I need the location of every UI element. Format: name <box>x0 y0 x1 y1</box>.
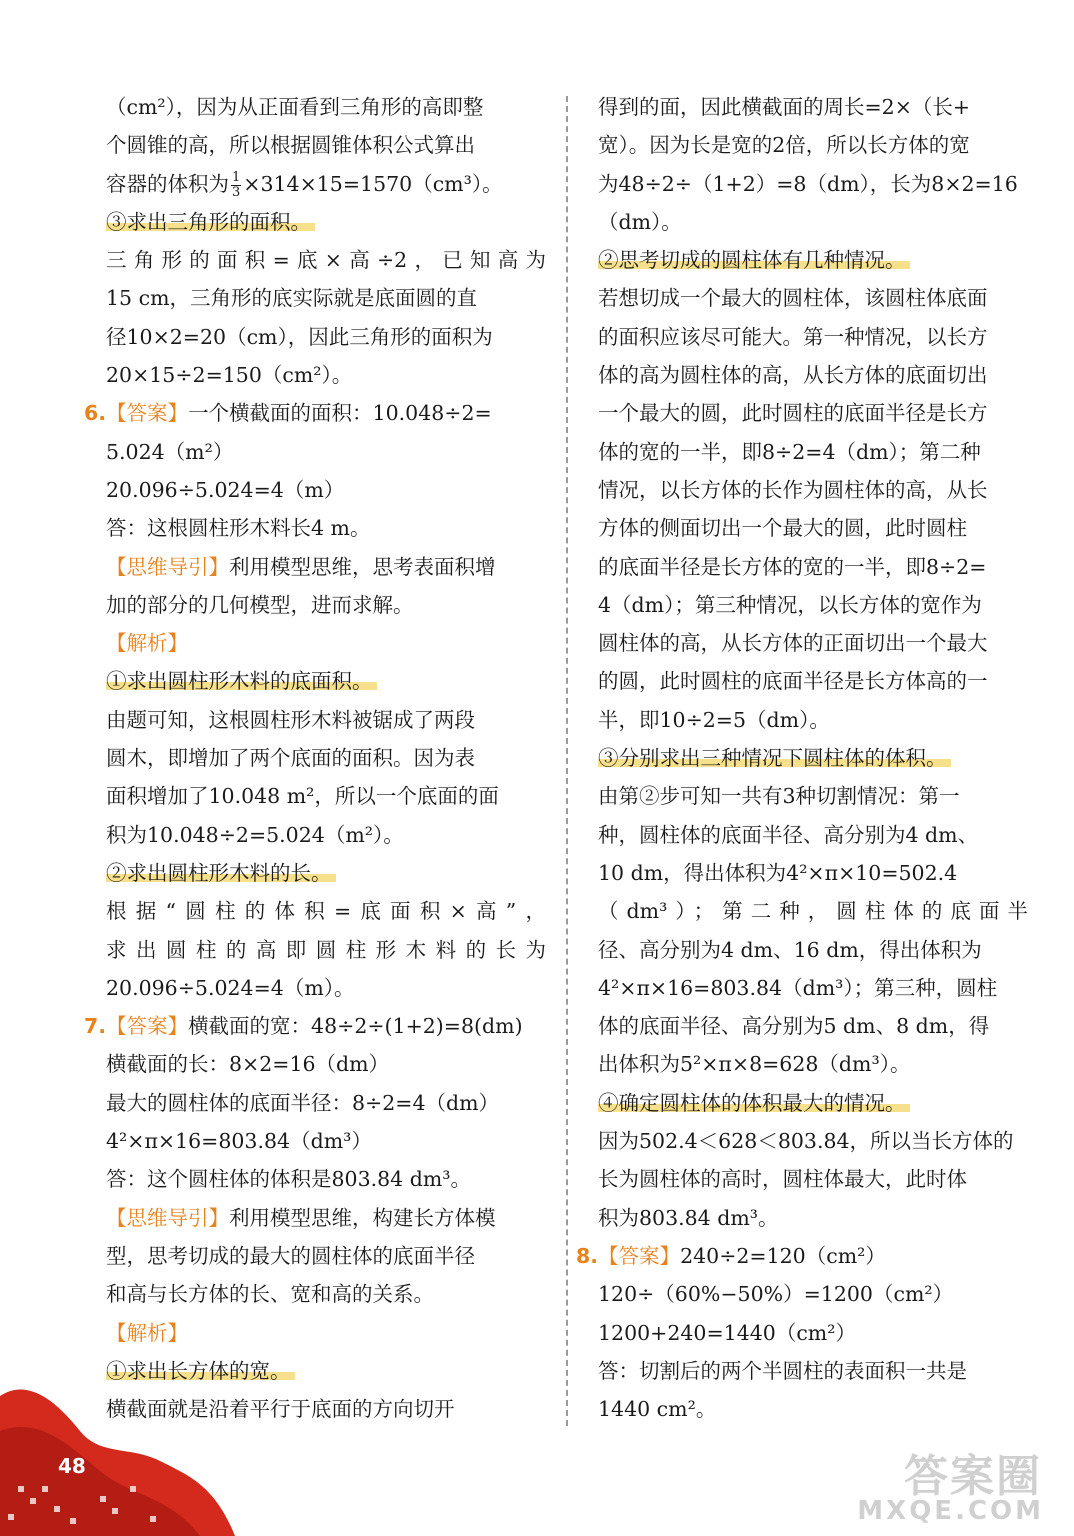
question-number: 7. <box>84 1014 107 1039</box>
text-line <box>106 165 546 203</box>
text-segment: ×314×15=1570（cm³）。 <box>243 171 503 196</box>
step-heading: ②思考切成的圆柱体有几种情况。 <box>598 248 910 272</box>
text-line: 的面积应该尽可能大。第一种情况，以长方 <box>598 324 988 349</box>
text-line: 1200+240=1440（cm²） <box>598 1320 856 1345</box>
text-line: 的底面半径是长方体的宽的一半，即8÷2= <box>598 554 987 579</box>
text-line: 4（dm）；第三种情况，以长方体的宽作为 <box>598 592 982 617</box>
text-line: 径10×2=20（cm），因此三角形的面积为 <box>106 324 493 349</box>
text-line: 15 cm，三角形的底实际就是底面圆的直 <box>106 286 478 311</box>
text-line: 横截面的长：8×2=16（dm） <box>106 1052 390 1077</box>
answer-tag: 【答案】 <box>106 1014 189 1039</box>
text-line: 长为圆柱体的高时，圆柱体最大，此时体 <box>598 1167 967 1192</box>
text-line: 圆木，即增加了两个底面的面积。因为表 <box>106 746 475 771</box>
watermark-logo: 答案圈 <box>904 1451 1042 1502</box>
corner-decoration <box>0 1336 260 1536</box>
text-line: 求出圆柱的高即圆柱形木料的长为 <box>106 937 546 962</box>
step-line <box>106 662 546 700</box>
guide-line <box>106 548 546 586</box>
text-line: （dm³）；第二种，圆柱体的底面半 <box>598 899 1028 924</box>
question-number: 8. <box>576 1243 599 1268</box>
step-line <box>598 739 1028 777</box>
text-line: 因为502.4＜628＜803.84，所以当长方体的 <box>598 1129 1014 1154</box>
watermark-url: MXQE.COM <box>857 1496 1044 1526</box>
text-line: 情况，以长方体的长作为圆柱体的高，从长 <box>598 477 988 502</box>
text-line: 最大的圆柱体的底面半径：8÷2=4（dm） <box>106 1090 500 1115</box>
step-heading: ①求出长方体的宽。 <box>106 1359 295 1383</box>
text-line: 半，即10÷2=5（dm）。 <box>598 707 830 732</box>
guide-tag: 【思维导引】 <box>106 1205 229 1230</box>
text-line: 答：这根圆柱形木料长4 m。 <box>106 516 371 541</box>
text-line: 5.024（m²） <box>106 439 234 464</box>
text-line: 4²×π×16=803.84（dm³） <box>106 1129 372 1154</box>
text-line: 宽）。因为长是宽的2倍，所以长方体的宽 <box>598 133 970 158</box>
text-line: 120÷（60%−50%）=1200（cm²） <box>598 1282 954 1307</box>
text-segment: 利用模型思维，思考表面积增 <box>229 554 496 579</box>
column-divider <box>566 96 568 1426</box>
right-column <box>576 88 1028 1428</box>
text-segment: 容器的体积为 <box>106 171 229 196</box>
text-line: 的圆，此时圆柱的底面半径是长方体高的一 <box>598 669 988 694</box>
step-heading: ③求出三角形的面积。 <box>106 210 315 234</box>
text-line: 积为803.84 dm³。 <box>598 1205 779 1230</box>
question-6-answer <box>84 394 546 432</box>
text-line: 体的高为圆柱体的高，从长方体的底面切出 <box>598 363 988 388</box>
text-segment: 横截面的宽：48÷2÷(1+2)=8(dm) <box>188 1014 523 1039</box>
text-line: 加的部分的几何模型，进而求解。 <box>106 592 414 617</box>
question-number: 6. <box>84 401 107 426</box>
fraction <box>231 171 241 200</box>
step-line <box>106 854 546 892</box>
step-line <box>598 1084 1028 1122</box>
text-line: 圆柱体的高，从长方体的正面切出一个最大 <box>598 631 988 656</box>
answer-tag: 【答案】 <box>598 1243 681 1268</box>
text-line: 积为10.048÷2=5.024（m²）。 <box>106 822 404 847</box>
analysis-line <box>106 624 546 662</box>
text-line: 面积增加了10.048 m²，所以一个底面的面 <box>106 784 499 809</box>
text-line: 方体的侧面切出一个最大的圆，此时圆柱 <box>598 516 967 541</box>
fraction-denominator: 3 <box>232 184 241 200</box>
left-column <box>84 88 546 1428</box>
text-line: 为48÷2÷（1+2）=8（dm），长为8×2=16 <box>598 171 1018 196</box>
step-heading: ①求出圆柱形木料的底面积。 <box>106 669 377 693</box>
answer-tag: 【答案】 <box>106 401 189 426</box>
watermark <box>857 1438 1056 1528</box>
text-line: 1440 cm²。 <box>598 1397 717 1422</box>
text-line: 体的底面半径、高分别为5 dm、8 dm，得 <box>598 1014 990 1039</box>
text-segment: 240÷2=120（cm²） <box>680 1243 886 1268</box>
step-line <box>598 241 1028 279</box>
text-segment: 利用模型思维，构建长方体模 <box>229 1205 496 1230</box>
step-heading: ②求出圆柱形木料的长。 <box>106 861 336 885</box>
text-line: 答：这个圆柱体的体积是803.84 dm³。 <box>106 1167 472 1192</box>
page-number: 48 <box>58 1454 86 1478</box>
text-line: 得到的面，因此横截面的周长=2×（长+ <box>598 95 971 119</box>
text-line: 种，圆柱体的底面半径、高分别为4 dm、 <box>598 822 979 847</box>
step-line <box>106 203 546 241</box>
text-line: 若想切成一个最大的圆柱体，该圆柱体底面 <box>598 286 988 311</box>
text-line: 20.096÷5.024=4（m） <box>106 477 345 502</box>
text-line: （dm）。 <box>598 209 682 234</box>
text-line: 由第②步可知一共有3种切割情况：第一 <box>598 784 960 809</box>
step-heading: ④确定圆柱体的体积最大的情况。 <box>598 1091 910 1115</box>
analysis-tag: 【解析】 <box>106 631 188 656</box>
question-8-answer <box>576 1237 1028 1275</box>
text-line: 体的宽的一半，即8÷2=4（dm）；第二种 <box>598 439 981 464</box>
analysis-tag: 【解析】 <box>106 1320 188 1345</box>
text-line: 答：切割后的两个半圆柱的表面积一共是 <box>598 1358 967 1383</box>
guide-tag: 【思维导引】 <box>106 554 229 579</box>
question-7-answer <box>84 1007 546 1045</box>
text-line: 20×15÷2=150（cm²）。 <box>106 363 353 388</box>
text-line: 三角形的面积=底×高÷2，已知高为 <box>106 248 546 273</box>
text-line: 和高与长方体的长、宽和高的关系。 <box>106 1282 434 1307</box>
fraction-numerator: 1 <box>232 169 241 185</box>
text-line: 横截面就是沿着平行于底面的方向切开 <box>106 1397 455 1422</box>
text-line: 个圆锥的高，所以根据圆锥体积公式算出 <box>106 133 475 158</box>
text-line: 一个最大的圆，此时圆柱的底面半径是长方 <box>598 401 988 426</box>
text-line: 型，思考切成的最大的圆柱体的底面半径 <box>106 1243 475 1268</box>
text-line: 20.096÷5.024=4（m）。 <box>106 975 355 1000</box>
text-line: 10 dm，得出体积为4²×π×10=502.4 <box>598 860 958 885</box>
step-heading: ③分别求出三种情况下圆柱体的体积。 <box>598 746 951 770</box>
text-line: （cm²），因为从正面看到三角形的高即整 <box>106 95 484 119</box>
text-line: 由题可知，这根圆柱形木料被锯成了两段 <box>106 707 475 732</box>
text-line: 根据“圆柱的体积=底面积×高”， <box>106 899 546 924</box>
text-line: 4²×π×16=803.84（dm³）；第三种，圆柱 <box>598 975 998 1000</box>
guide-line <box>106 1199 546 1237</box>
text-segment: 一个横截面的面积：10.048÷2= <box>188 401 492 426</box>
text-line: 出体积为5²×π×8=628（dm³）。 <box>598 1052 911 1077</box>
text-line: 径、高分别为4 dm、16 dm，得出体积为 <box>598 937 982 962</box>
